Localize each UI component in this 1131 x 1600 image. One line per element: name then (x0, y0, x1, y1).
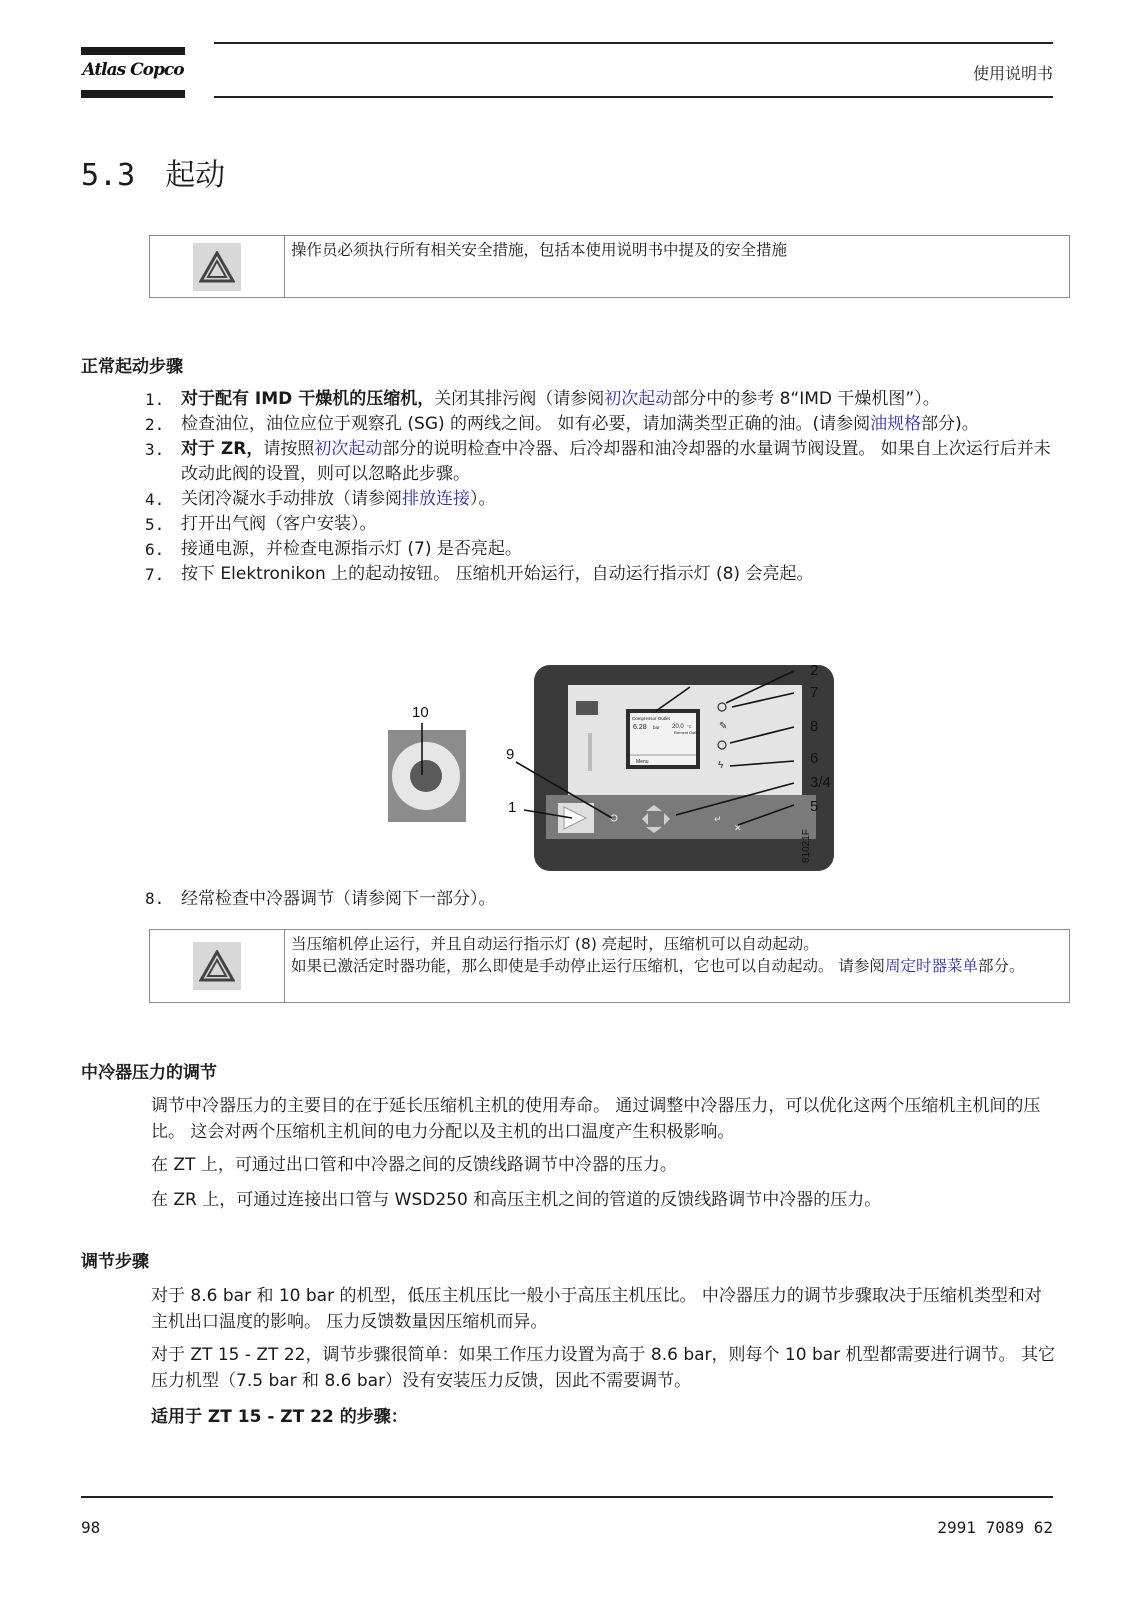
warning-triangle-icon (193, 942, 241, 990)
normal-start-steps (145, 387, 1055, 587)
svg-text:2: 2 (810, 665, 819, 679)
step-item: 5. 打开出气阀（客户安装）。 (145, 514, 377, 534)
svg-text:20.0: 20.0 (672, 724, 684, 730)
safety-notice (149, 235, 1070, 298)
svg-text:Menu: Menu (636, 759, 649, 765)
header-rule-bottom (214, 96, 1053, 98)
paragraph: 在 ZR 上，可通过连接出口管与 WSD250 和高压主机之间的管道的反馈线路调节中冷器的压力。 (151, 1190, 882, 1210)
logo-text: Atlas Copco (82, 60, 184, 80)
paragraph: 对于 ZT 15 - ZT 22，调节步骤很简单：如果工作压力设置为高于 8.6 bar，则每个 10 bar 机型都需要进行调节。 其它压力机型（7.5 bar 和 8.6 bar）没有安装压力反馈，因此不需要调节。 (151, 1345, 1055, 1391)
step-item: 3. 对于 ZR，请按照初次起动部分的说明检查中冷器、后冷却器和油冷却器的水量调节阀设置。 如果自上次运行后并未改动此阀的设置，则可以忽略此步骤。 (145, 439, 1051, 484)
svg-text:bar: bar (653, 725, 660, 730)
svg-text:5: 5 (810, 798, 819, 815)
svg-text:Element Outlet: Element Outlet (674, 731, 700, 735)
start-button-icon (410, 760, 442, 792)
atlas-copco-logo (81, 47, 185, 98)
svg-text:°C: °C (687, 724, 692, 729)
step-item: 2. 检查油位，油位应位于观察孔 (SG) 的两线之间。 如有必要，请加满类型正确的油。(请参阅油规格部分)。 (145, 414, 979, 434)
svg-text:8: 8 (810, 718, 819, 735)
link-oil-spec[interactable]: 油规格 (870, 414, 922, 434)
svg-text:Compressor Outlet: Compressor Outlet (632, 716, 670, 721)
controller-figure (386, 665, 856, 895)
wrench-icon: ✎ (719, 721, 728, 732)
paragraph: 调节中冷器压力的主要目的在于延长压缩机主机的使用寿命。 通过调整中冷器压力，可以优化这两个压缩机主机间的压比。 这会对两个压缩机主机间的电力分配以及主机的出口温度产生积极影响。 (151, 1096, 1041, 1142)
enter-key: ↵ (714, 814, 722, 824)
footer-rule (81, 1496, 1053, 1498)
svg-text:1: 1 (508, 799, 517, 816)
link-week-timer-menu[interactable]: 周定时器菜单 (884, 957, 978, 975)
paragraph: 在 ZT 上，可通过出口管和中冷器之间的反馈线路调节中冷器的压力。 (151, 1155, 677, 1175)
voltage-icon: ϟ (718, 760, 724, 771)
warning-triangle-icon (193, 243, 241, 291)
step-item: 7. 按下 Elektronikon 上的起动按钮。 压缩机开始运行，自动运行指示灯 (8) 会亮起。 (145, 564, 814, 584)
header-rule-top (214, 42, 1053, 44)
normal-start-heading: 正常起动步骤 (81, 357, 183, 377)
panel-logo (576, 701, 598, 715)
svg-text:6.28: 6.28 (633, 724, 647, 731)
document-type: 使用说明书 (972, 64, 1053, 83)
section-title-text: 起动 (165, 158, 226, 193)
svg-text:3/4: 3/4 (810, 774, 831, 791)
paragraph: 适用于 ZT 15 - ZT 22 的步骤： (151, 1407, 408, 1427)
section-title (81, 150, 225, 194)
document-number: 2991 7089 62 (937, 1518, 1053, 1537)
svg-text:10: 10 (412, 704, 429, 721)
section-number: 5.3 (81, 158, 136, 193)
step-item: 6. 接通电源，并检查电源指示灯 (7) 是否亮起。 (145, 539, 522, 559)
page-number: 98 (81, 1518, 101, 1537)
adjust-heading: 调节步骤 (81, 1252, 149, 1272)
svg-text:6: 6 (810, 750, 819, 767)
step-item: 1. 对于配有 IMD 干燥机的压缩机，关闭其排污阀（请参阅初次起动部分中的参考 8“IMD 干燥机图”）。 (145, 389, 940, 409)
step-item: 4. 关闭冷凝水手动排放（请参阅排放连接）。 (145, 489, 496, 509)
auto-start-notice (149, 929, 1070, 1003)
intercooler-heading: 中冷器压力的调节 (81, 1063, 217, 1083)
paragraph: 对于 8.6 bar 和 10 bar 的机型，低压主机压比一般小于高压主机压比。 中冷器压力的调节步骤取决于压缩机类型和对主机出口温度的影响。 压力反馈数量因压缩机而异。 (151, 1286, 1042, 1332)
safety-notice-text: 操作员必须执行所有相关安全措施，包括本使用说明书中提及的安全措施 (291, 241, 788, 259)
step-item: 8. 经常检查中冷器调节（请参阅下一部分）。 (145, 889, 496, 909)
link-initial-start[interactable]: 初次起动 (604, 389, 673, 409)
svg-text:9: 9 (506, 746, 515, 763)
figure-code: 81021F (801, 829, 812, 863)
svg-text:7: 7 (810, 684, 819, 701)
link-drain-connection[interactable]: 排放连接 (402, 489, 470, 509)
notice-line: 如果已激活定时器功能，那么即使是手动停止运行压缩机，它也可以自动起动。 请参阅周定时器菜单部分。 (291, 957, 1025, 975)
escape-key: ✕ (734, 823, 742, 833)
notice-line: 当压缩机停止运行，并且自动运行指示灯 (8) 亮起时，压缩机可以自动起动。 (291, 935, 819, 953)
link-initial-start[interactable]: 初次起动 (314, 439, 383, 459)
